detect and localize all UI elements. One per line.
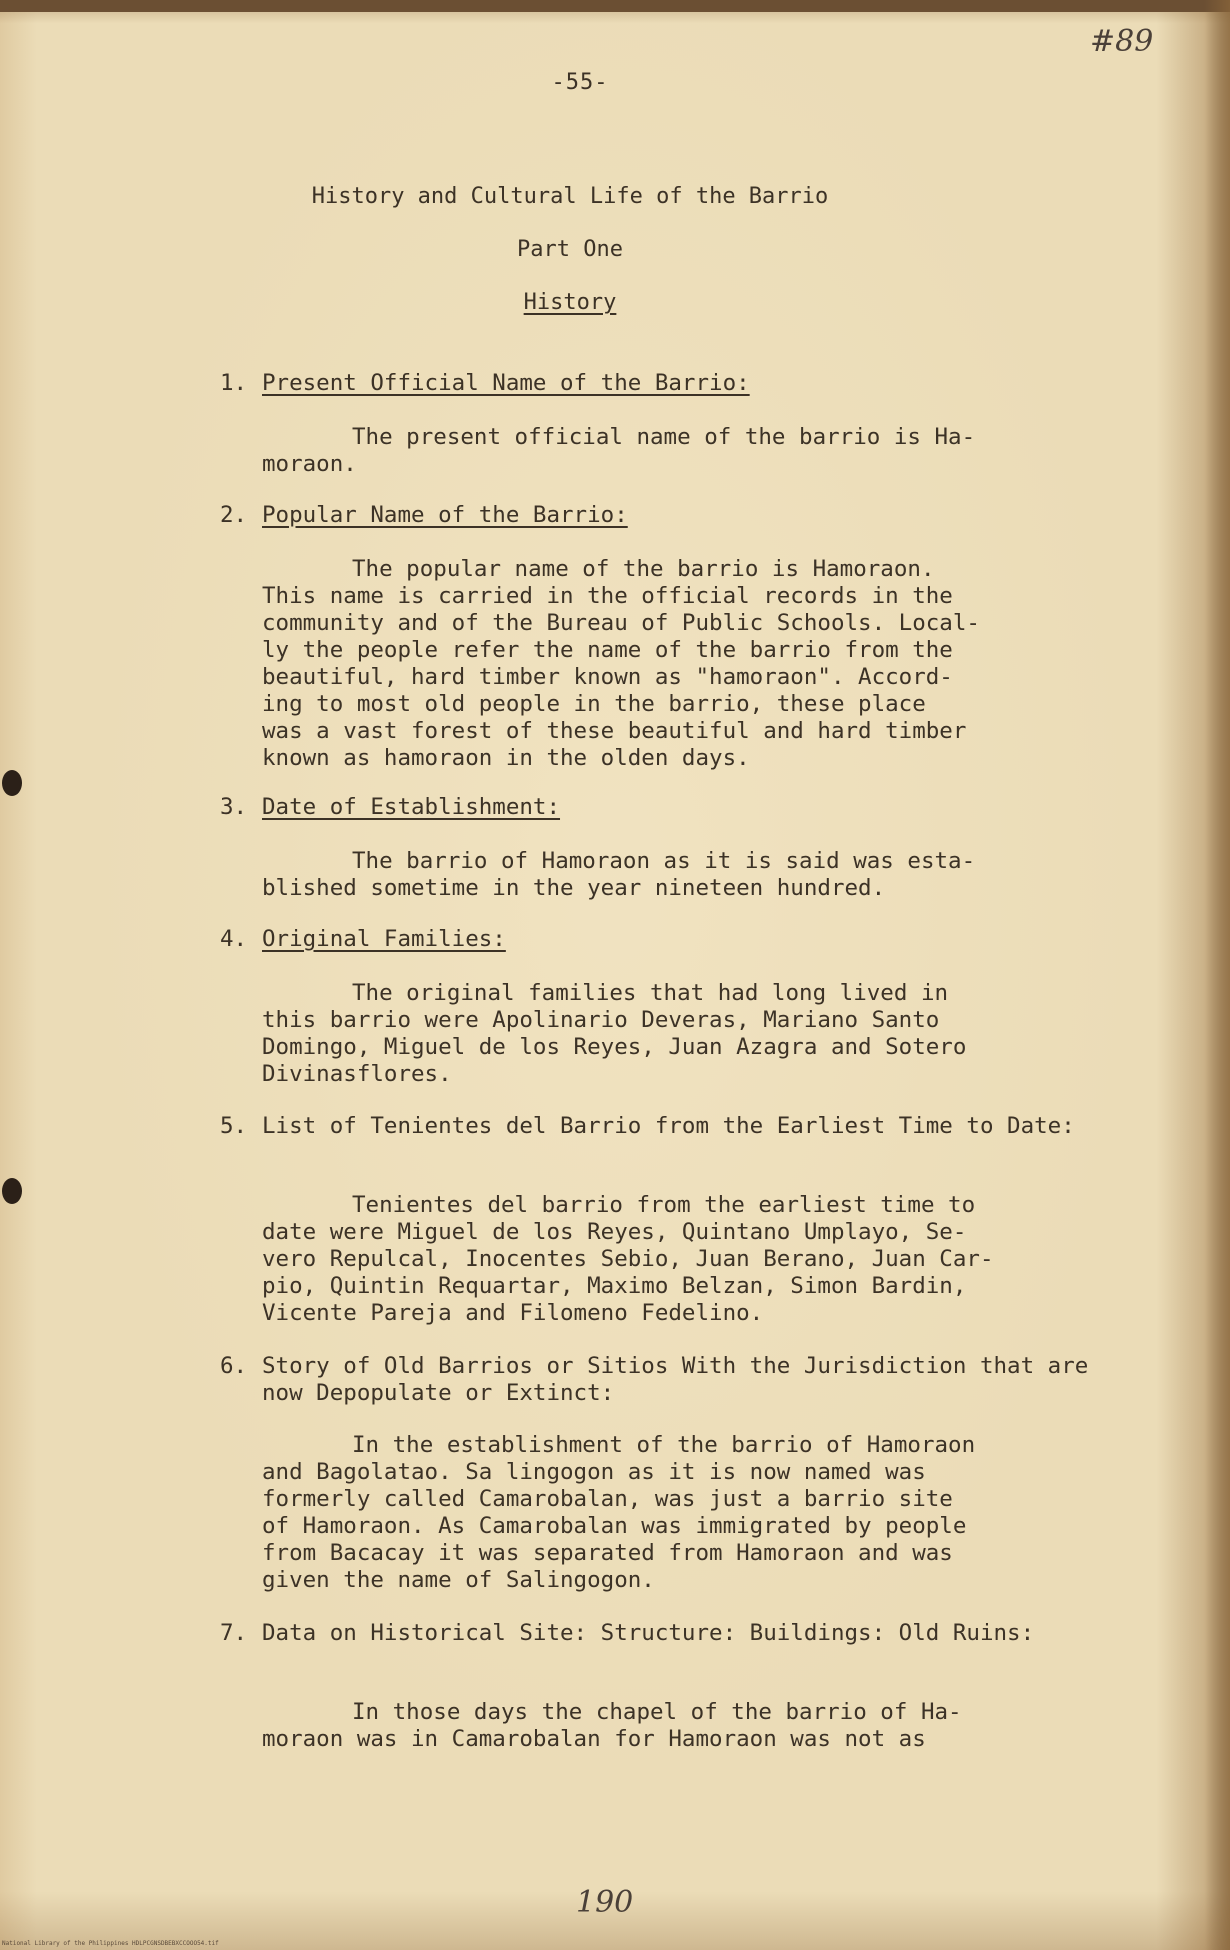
section-title: Original Families:: [262, 926, 506, 952]
section-title: Data on Historical Site: Structure: Buildings: Old Ruins:: [262, 1620, 1035, 1646]
section-body-text: The original families that had long lived in this barrio were Apolinario Deveras, Mariano Santo Domingo, Miguel de los Reyes, Juan Azagra and Sotero Divinasflores.: [262, 980, 967, 1087]
page-number: -55-: [551, 70, 609, 95]
scan-footer: National Library of the Philippines HDLPCGNSDBEBXCCOOO54.tif: [2, 1940, 219, 1947]
punch-hole: [2, 770, 22, 796]
section-number: 6.: [220, 1353, 248, 1379]
section-title: Popular Name of the Barrio:: [262, 502, 628, 528]
section-7-body: [262, 1699, 1062, 1753]
section-7-heading: [220, 1620, 1092, 1647]
punch-hole: [2, 1178, 22, 1204]
section-body-text: The popular name of the barrio is Hamoraon. This name is carried in the official records in the community and of the Bureau of Public Schools. Local- ly the people refer the name of the barrio from the beautiful, hard timber known as "hamoraon". Accord- ing to most old people in the barrio, these place was a vast forest of these beautiful and hard timber known as hamoraon in the olden days.: [262, 556, 980, 771]
section-2-heading: [220, 502, 628, 529]
section-5-heading: [220, 1113, 1092, 1140]
section-body-text: In those days the chapel of the barrio of Ha- moraon was in Camarobalan for Hamoraon was not as: [262, 1699, 962, 1752]
section-heading-text: History: [523, 290, 617, 315]
section-number: 3.: [220, 794, 248, 820]
section-body-text: The barrio of Hamoraon as it is said was esta- blished sometime in the year nineteen hundred.: [262, 848, 976, 901]
section-1-heading: [220, 370, 750, 397]
section-6-heading: [220, 1353, 1092, 1407]
section-title: Date of Establishment:: [262, 794, 561, 820]
document-title: History and Cultural Life of the Barrio: [311, 184, 829, 209]
section-title: Present Official Name of the Barrio:: [262, 370, 750, 396]
page-edge-shadow: [1204, 0, 1230, 1950]
handwritten-folio-number: 190: [576, 1885, 634, 1920]
section-6-body: [262, 1432, 1062, 1594]
binding-edge: [0, 0, 1230, 12]
section-4-heading: [220, 926, 506, 953]
section-body-text: Tenientes del barrio from the earliest time to date were Miguel de los Reyes, Quintano Umplayo, Se- vero Repulcal, Inocentes Sebio, Juan Berano, Juan Car- pio, Quintin Requartar, Maximo Belzan, Simon Bardin, Vicente Pareja and Filomeno Fedelino.: [262, 1192, 994, 1326]
section-number: 2.: [220, 502, 248, 528]
section-1-body: [262, 424, 1062, 478]
section-5-body: [262, 1192, 1062, 1327]
section-number: 7.: [220, 1620, 248, 1646]
section-4-body: [262, 980, 1062, 1088]
section-title: Story of Old Barrios or Sitios With the Jurisdiction that are now Depopulate or Extinct:: [262, 1353, 1089, 1406]
section-number: 1.: [220, 370, 248, 396]
section-body-text: The present official name of the barrio is Ha- moraon.: [262, 424, 976, 477]
section-number: 4.: [220, 926, 248, 952]
section-body-text: In the establishment of the barrio of Hamoraon and Bagolatao. Sa lingogon as it is now named was formerly called Camarobalan, was just a barrio site of Hamoraon. As Camarobalan was immigrated by people from Bacacay it was separated from Hamoraon and was given the name of Salingogon.: [262, 1432, 976, 1593]
section-number: 5.: [220, 1113, 248, 1139]
section-2-body: [262, 556, 1062, 772]
part-heading: Part One: [517, 237, 623, 262]
section-3-body: [262, 848, 1062, 902]
section-title: List of Tenientes del Barrio from the Earliest Time to Date:: [262, 1113, 1075, 1139]
section-3-heading: [220, 794, 560, 821]
section-heading: [0, 290, 1140, 315]
handwritten-archive-number: #89: [1090, 24, 1154, 59]
